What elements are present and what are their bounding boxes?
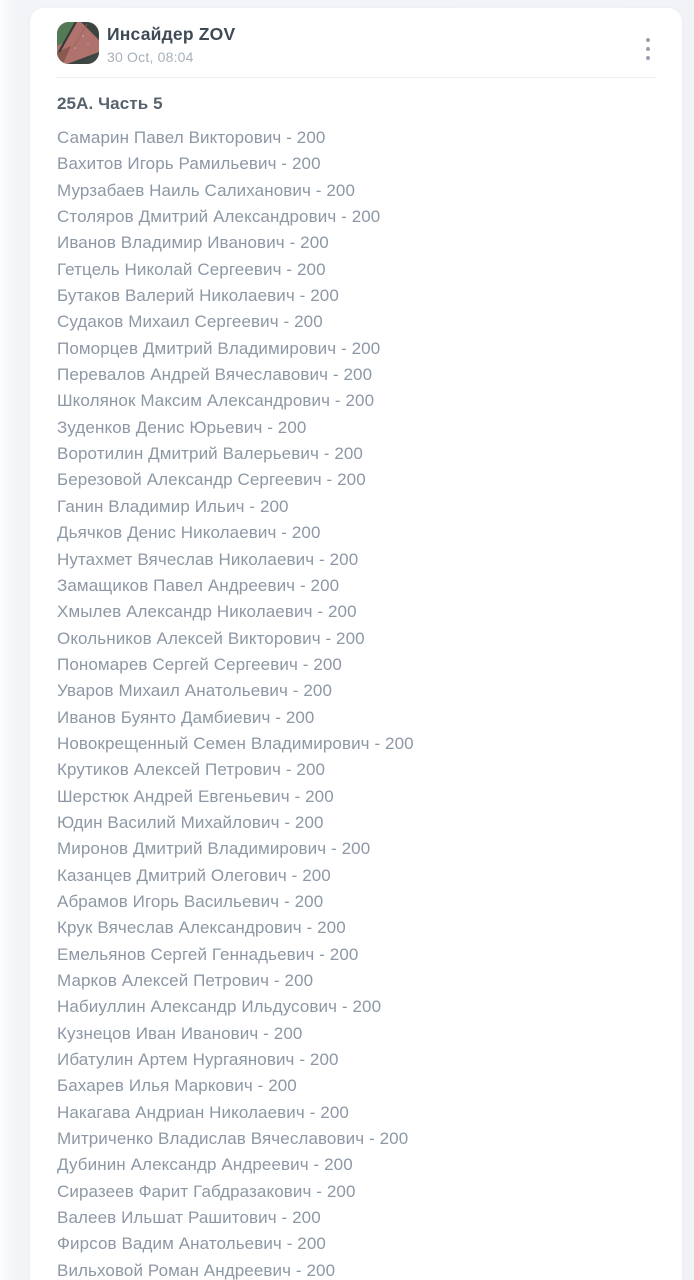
post-title: 25А. Часть 5 <box>57 94 163 113</box>
channel-name[interactable]: Инсайдер ZOV <box>107 24 236 44</box>
list-item: Замащиков Павел Андреевич - 200 <box>57 575 340 595</box>
list-item: Зуденков Денис Юрьевич - 200 <box>57 417 307 437</box>
camouflage-avatar-icon <box>57 22 99 64</box>
post-timestamp: 30 Oct, 08:04 <box>107 49 194 65</box>
list-item: Дьячков Денис Николаевич - 200 <box>57 523 321 543</box>
list-item: Бахарев Илья Маркович - 200 <box>57 1076 297 1096</box>
list-item: Гетцель Николай Сергеевич - 200 <box>57 259 326 279</box>
kebab-menu-icon[interactable] <box>642 34 654 64</box>
list-item: Ибатулин Артем Нургаянович - 200 <box>57 1050 339 1070</box>
list-item: Нутахмет Вячеслав Николаевич - 200 <box>57 549 359 569</box>
list-item: Крук Вячеслав Александрович - 200 <box>57 918 346 938</box>
list-item: Казанцев Дмитрий Олегович - 200 <box>57 865 331 885</box>
list-item: Юдин Василий Михайлович - 200 <box>57 812 324 832</box>
list-item: Емельянов Сергей Геннадьевич - 200 <box>57 944 359 964</box>
list-item: Хмылев Александр Николаевич - 200 <box>57 602 357 622</box>
list-item: Крутиков Алексей Петрович - 200 <box>57 760 326 780</box>
entries-list <box>57 125 656 1280</box>
post-content <box>30 78 682 1280</box>
list-item: Набиуллин Александр Ильдусович - 200 <box>57 997 382 1017</box>
list-item: Фирсов Вадим Анатольевич - 200 <box>57 1234 326 1254</box>
list-item: Вахитов Игорь Рамильевич - 200 <box>57 154 321 174</box>
list-item: Накагава Андриан Николаевич - 200 <box>57 1102 349 1122</box>
list-item: Вильховой Роман Андреевич - 200 <box>57 1260 336 1280</box>
list-item: Иванов Владимир Иванович - 200 <box>57 233 329 253</box>
list-item: Новокрещенный Семен Владимирович - 200 <box>57 733 414 753</box>
list-item: Шерстюк Андрей Евгеньевич - 200 <box>57 786 334 806</box>
list-item: Бутаков Валерий Николаевич - 200 <box>57 286 339 306</box>
list-item: Миронов Дмитрий Владимирович - 200 <box>57 839 371 859</box>
list-item: Марков Алексей Петрович - 200 <box>57 971 314 990</box>
list-item: Дубинин Александр Андреевич - 200 <box>57 1155 353 1175</box>
list-item: Перевалов Андрей Вячеславович - 200 <box>57 365 373 385</box>
list-item: Мурзабаев Наиль Салиханович - 200 <box>57 180 356 200</box>
list-item: Абрамов Игорь Васильевич - 200 <box>57 891 324 911</box>
list-item: Самарин Павел Викторович - 200 <box>57 128 326 147</box>
list-item: Поморцев Дмитрий Владимирович - 200 <box>57 338 381 358</box>
channel-meta <box>107 22 235 65</box>
list-item: Окольников Алексей Викторович - 200 <box>57 628 365 648</box>
post-header <box>30 8 682 77</box>
list-item: Ганин Владимир Ильич - 200 <box>57 496 289 516</box>
list-item: Митриченко Владислав Вячеславович - 200 <box>57 1129 409 1149</box>
list-item: Иванов Буянто Дамбиевич - 200 <box>57 707 315 727</box>
list-item: Сиразеев Фарит Габдразакович - 200 <box>57 1181 356 1201</box>
list-item: Валеев Ильшат Рашитович - 200 <box>57 1208 321 1228</box>
list-item: Кузнецов Иван Иванович - 200 <box>57 1023 303 1043</box>
list-item: Школянок Максим Александрович - 200 <box>57 391 375 411</box>
list-item: Уваров Михаил Анатольевич - 200 <box>57 681 333 701</box>
list-item: Воротилин Дмитрий Валерьевич - 200 <box>57 444 363 464</box>
channel-avatar[interactable] <box>57 22 99 64</box>
list-item: Столяров Дмитрий Александрович - 200 <box>57 207 381 227</box>
post-card <box>30 8 682 1280</box>
list-item: Пономарев Сергей Сергеевич - 200 <box>57 654 342 674</box>
list-item: Судаков Михаил Сергеевич - 200 <box>57 312 323 332</box>
list-item: Березовой Александр Сергеевич - 200 <box>57 470 366 490</box>
